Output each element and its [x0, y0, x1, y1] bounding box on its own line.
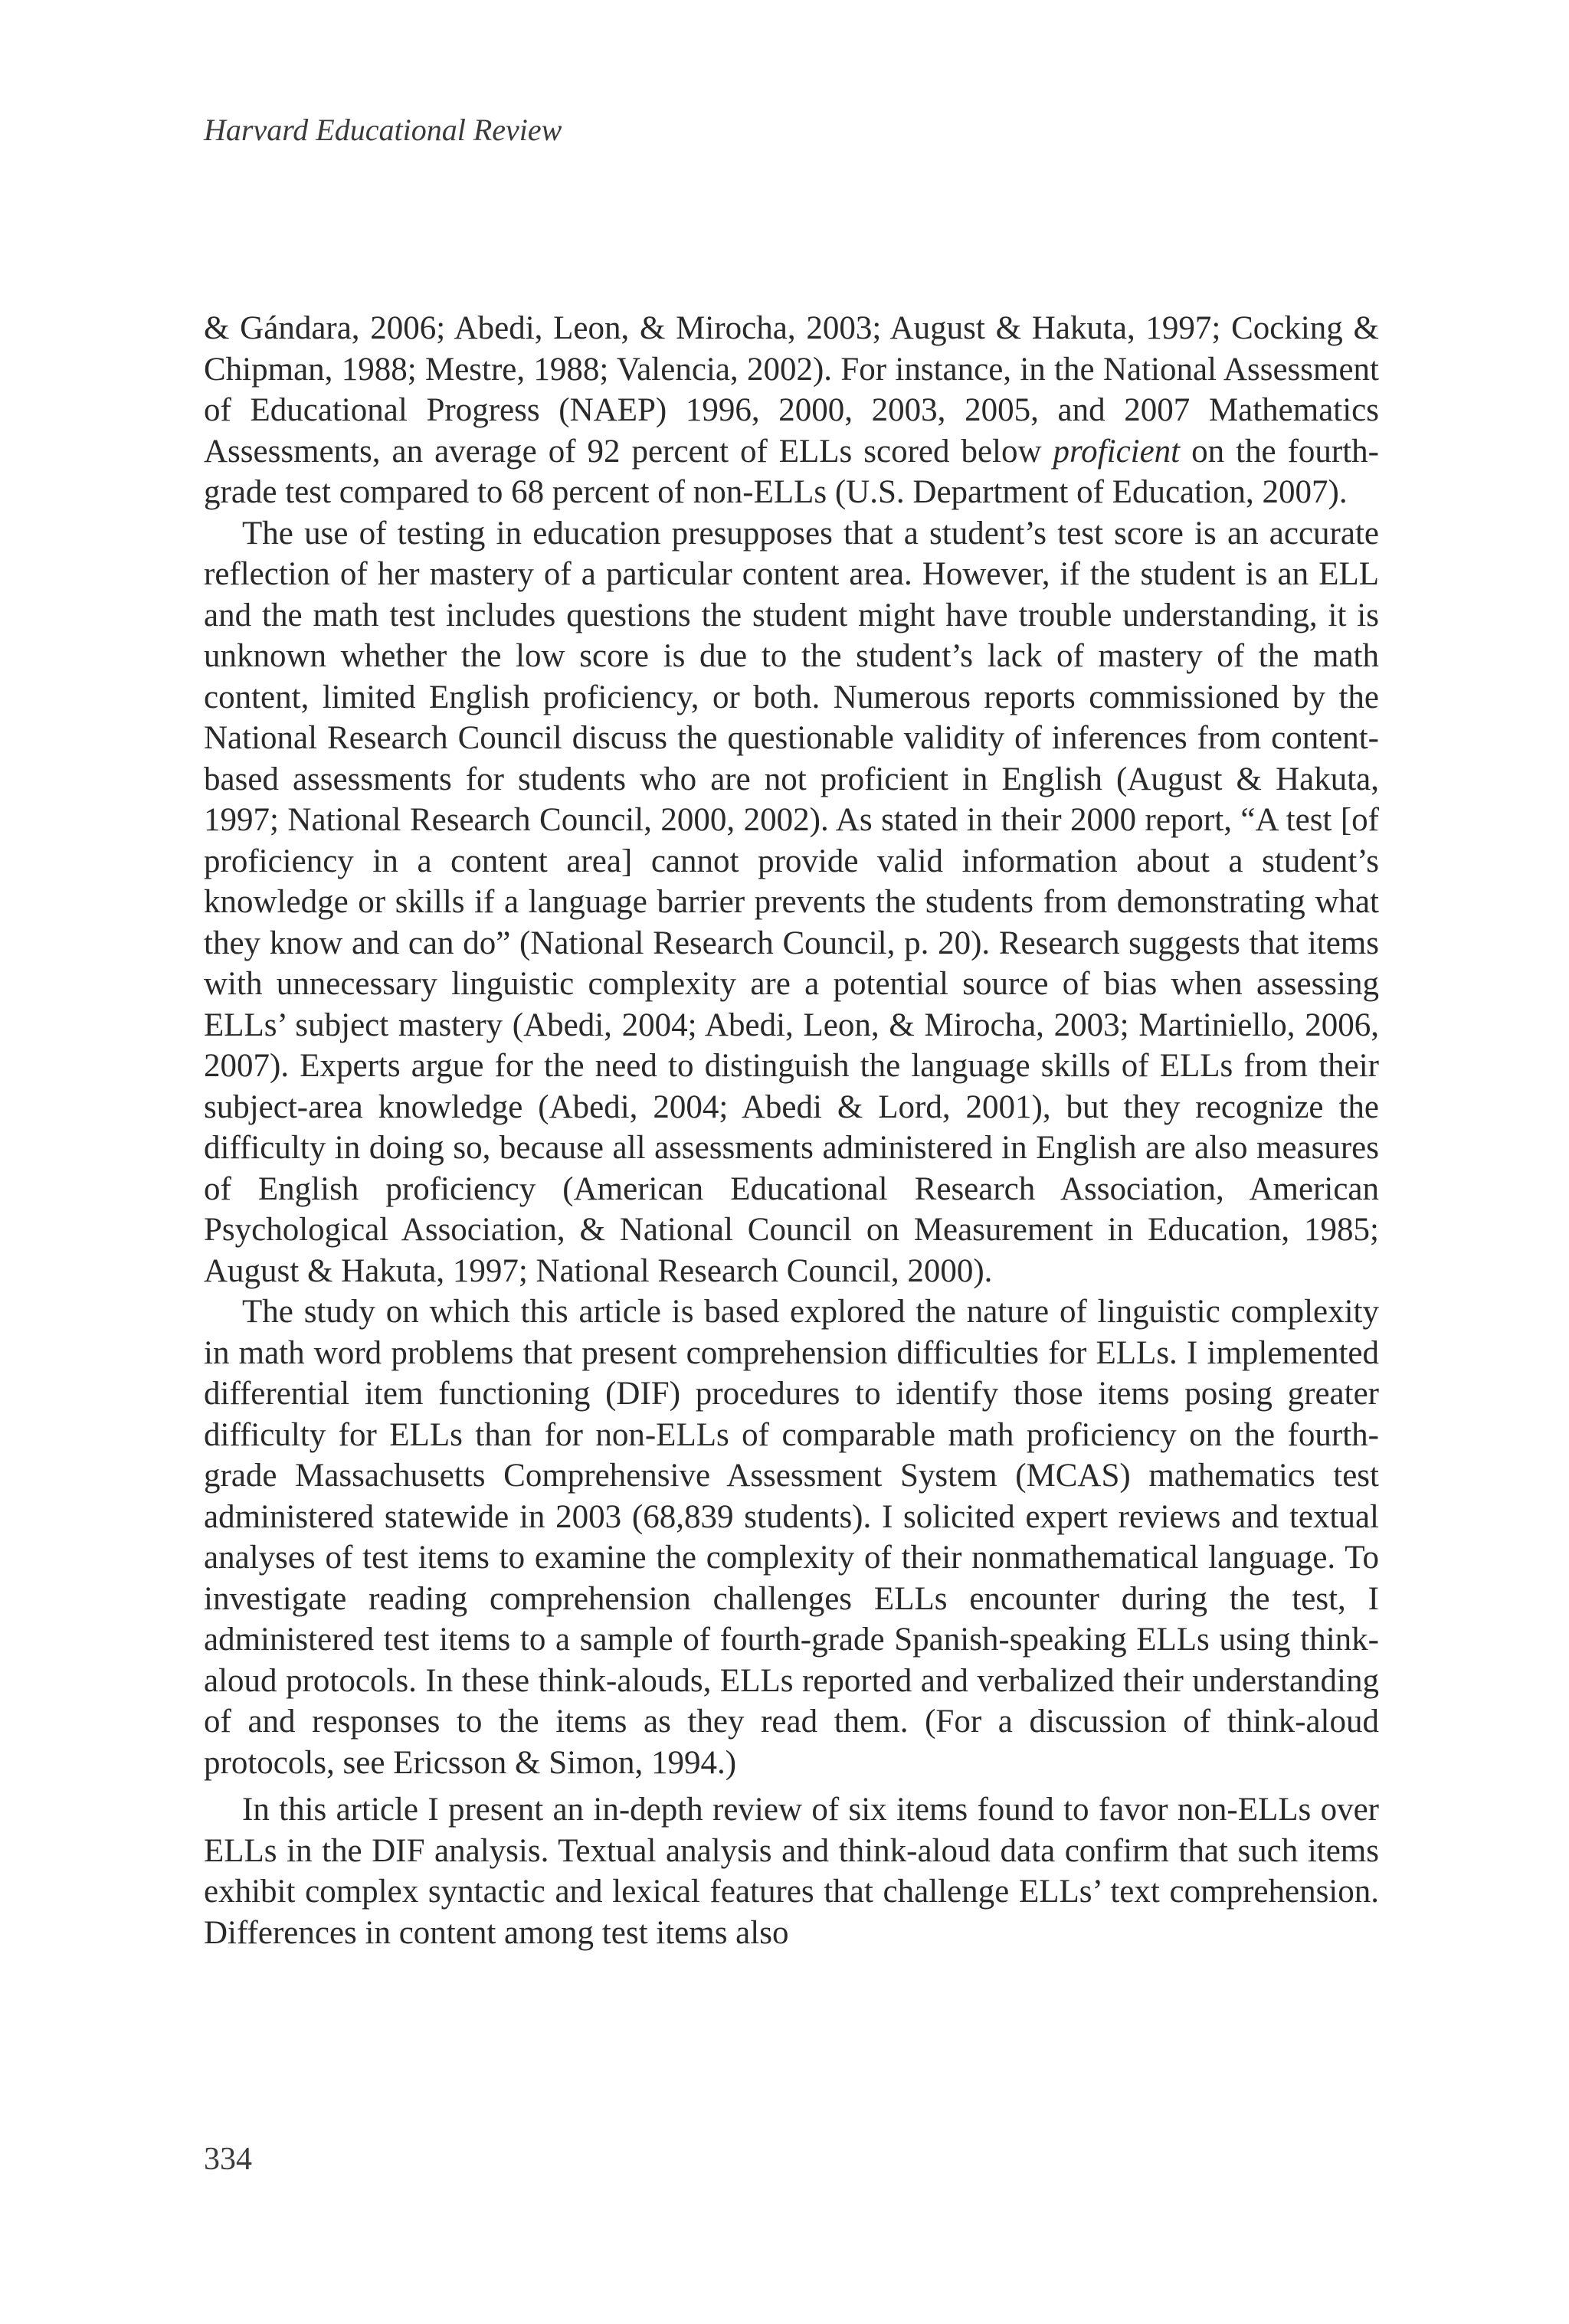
page-number: 334: [204, 2142, 252, 2177]
paragraph-3: The study on which this article is based explored the nature of linguistic complexity in math word problems that present comprehension difficulties for ELLs. I implemented differential item functioning (DIF) procedures to identify those items posing greater difficulty for ELLs than for non-ELLs of comparable math proficiency on the fourth-grade Massachusetts Comprehensive Assessment System (MCAS) mathematics test administered statewide in 2003 (68,839 students). I solicited expert reviews and textual analyses of test items to examine the complexity of their nonmathematical language. To investigate reading comprehension challenges ELLs encounter during the test, I administered test items to a sample of fourth-grade Spanish-speaking ELLs using think-aloud protocols. In these think-alouds, ELLs reported and verbalized their understanding of and responses to the items as they read them. (For a discussion of think-aloud protocols, see Ericsson & Simon, 1994.): [204, 1294, 1379, 1781]
paragraph-1-text-end: on the fourth-grade test compared to 68 percent of non-ELLs (U.S. Department of Education, 2007).: [204, 433, 1379, 510]
paragraph-1-text-start: & Gándara, 2006; Abedi, Leon, & Mirocha, 2003; August & Hakuta, 1997; Cocking & Chipman, 1988; Mestre, 1988; Valencia, 2002). For instance, in the National Assessment of Educational Progress (NAEP) 1996, 2000, 2003, 2005, and 2007 Mathematics Assessments, an average of 92 percent of ELLs scored below: [204, 310, 1379, 470]
emphasis-proficient: proficient: [1053, 433, 1181, 470]
running-head: Harvard Educational Review: [204, 113, 562, 147]
paragraph-2: The use of testing in education presupposes that a student’s test score is an accurate reflection of her mastery of a particular content area. However, if the student is an ELL and the math test includes questions the student might have trouble understanding, it is unknown whether the low score is due to the student’s lack of mastery of the math content, limited English proficiency, or both. Numerous reports commissioned by the National Research Council discuss the questionable validity of inferences from content-based assessments for students who are not proficient in English (August & Hakuta, 1997; National Research Council, 2000, 2002). As stated in their 2000 report, “A test [of proficiency in a content area] cannot provide valid information about a student’s knowledge or skills if a language barrier prevents the students from demonstrating what they know and can do” (National Research Council, p. 20). Research suggests that items with unnecessary linguistic complexity are a potential source of bias when assessing ELLs’ subject mastery (Abedi, 2004; Abedi, Leon, & Mirocha, 2003; Martiniello, 2006, 2007). Experts argue for the need to distinguish the language skills of ELLs from their subject-area knowledge (Abedi, 2004; Abedi & Lord, 2001), but they recognize the difficulty in doing so, because all assessments administered in English are also measures of English proficiency (American Educational Research Association, American Psychological Association, & National Council on Measurement in Education, 1985; August & Hakuta, 1997; National Research Council, 2000).: [204, 515, 1379, 1289]
paragraph-1: [204, 308, 1379, 513]
article-body: [204, 308, 1379, 1953]
paragraph-4: In this article I present an in-depth review of six items found to favor non-ELLs over ELLs in the DIF analysis. Textual analysis and think-aloud data confirm that such items exhibit complex syntactic and lexical features that challenge ELLs’ text comprehension. Differences in content among test items also: [204, 1792, 1379, 1951]
